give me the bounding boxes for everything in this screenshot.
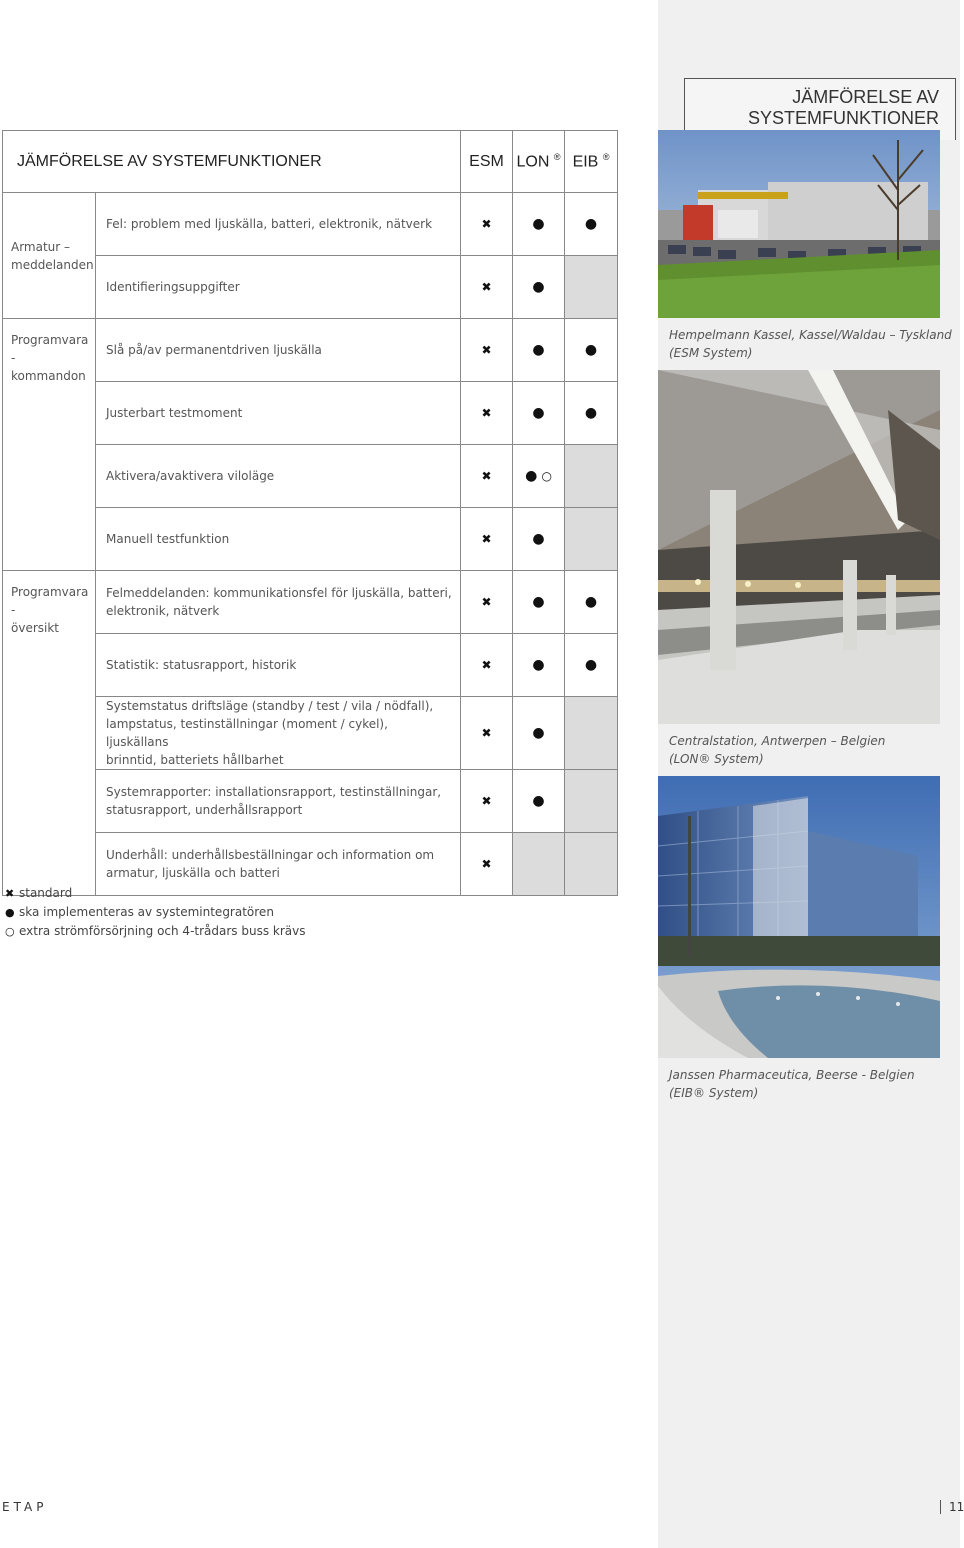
caption-line: Janssen Pharmaceutica, Beerse - Belgien (669, 1068, 915, 1082)
cell-eib (565, 256, 618, 319)
cell-eib (565, 571, 618, 634)
comparison-table (2, 130, 618, 896)
circle-icon: ○ (541, 469, 552, 483)
feature-label (96, 571, 461, 634)
category-line: Programvara - (11, 585, 89, 617)
table-row (3, 445, 618, 508)
cell-lon (513, 833, 565, 896)
feature-line: Systemrapporter: installationsrapport, testinställningar, (106, 785, 442, 799)
feature-line: Underhåll: underhållsbeställningar och information om (106, 848, 435, 862)
category-kommandon (3, 319, 96, 571)
cell-lon (513, 571, 565, 634)
dot-icon: ● (584, 594, 598, 610)
cross-icon: ✖ (481, 405, 492, 420)
cell-esm (461, 508, 513, 571)
legend-label: standard (19, 886, 73, 900)
table-header-row (3, 131, 618, 193)
category-armatur (3, 193, 96, 319)
cell-esm (461, 770, 513, 833)
feature-label: Aktivera/avaktivera viloläge (96, 445, 461, 508)
cell-lon (513, 445, 565, 508)
dot-icon: ● (532, 793, 545, 809)
dot-icon: ● (584, 405, 598, 421)
feature-label (96, 770, 461, 833)
table-row (3, 508, 618, 571)
legend-item-integrator (5, 903, 306, 922)
cross-icon: ✖ (481, 342, 492, 357)
feature-label: Identifieringsuppgifter (96, 256, 461, 319)
cross-icon: ✖ (5, 887, 15, 900)
feature-label: Slå på/av permanentdriven ljuskälla (96, 319, 461, 382)
cell-eib (565, 193, 618, 256)
caption-janssen (669, 1066, 915, 1102)
cross-icon: ✖ (481, 468, 492, 483)
cross-icon: ✖ (481, 531, 492, 546)
cell-esm (461, 833, 513, 896)
cross-icon: ✖ (481, 594, 492, 609)
col-lon-label: LON (516, 153, 550, 171)
feature-line: armatur, ljuskälla och batteri (106, 866, 280, 880)
cross-icon: ✖ (481, 793, 492, 808)
table-row (3, 634, 618, 697)
cell-esm (461, 193, 513, 256)
circle-icon: ○ (5, 925, 15, 938)
feature-label (96, 697, 461, 770)
dot-icon: ● (584, 216, 598, 232)
page-number: 11 (940, 1500, 964, 1514)
cross-icon: ✖ (481, 279, 492, 294)
col-esm (461, 131, 513, 193)
feature-line: elektronik, nätverk (106, 604, 220, 618)
cell-lon (513, 697, 565, 770)
feature-line: Systemstatus driftsläge (standby / test / vila / nödfall), (106, 699, 434, 713)
table-row (3, 382, 618, 445)
category-oversikt (3, 571, 96, 896)
cell-esm (461, 382, 513, 445)
photo-antwerp-station (658, 370, 940, 724)
legend-item-extra (5, 922, 306, 941)
category-line: kommandon (11, 369, 86, 383)
feature-label: Manuell testfunktion (96, 508, 461, 571)
feature-line: Felmeddelanden: kommunikationsfel för ljuskälla, batteri, (106, 586, 452, 600)
dot-icon: ● (532, 594, 545, 610)
col-esm-label: ESM (469, 152, 504, 170)
cell-lon (513, 508, 565, 571)
cell-esm (461, 256, 513, 319)
cell-lon (513, 770, 565, 833)
cell-lon (513, 319, 565, 382)
feature-label: Justerbart testmoment (96, 382, 461, 445)
col-eib-label: EIB (572, 153, 599, 171)
caption-hempelmann (669, 326, 952, 362)
cell-lon (513, 382, 565, 445)
legend (5, 884, 306, 941)
caption-line: Centralstation, Antwerpen – Belgien (669, 734, 886, 748)
category-line: Armatur – (11, 239, 71, 254)
cell-eib (565, 770, 618, 833)
cell-esm (461, 571, 513, 634)
dot-icon: ● (532, 725, 545, 741)
legend-label: extra strömförsörjning och 4-trådars buss krävs (19, 924, 306, 938)
cell-esm (461, 697, 513, 770)
cell-lon (513, 256, 565, 319)
dot-icon: ● (525, 468, 538, 484)
cell-eib (565, 445, 618, 508)
feature-label: Fel: problem med ljuskälla, batteri, elektronik, nätverk (96, 193, 461, 256)
table-row (3, 697, 618, 770)
cell-eib (565, 508, 618, 571)
dot-icon: ● (584, 657, 598, 673)
dot-icon: ● (532, 342, 545, 358)
table-title: JÄMFÖRELSE AV SYSTEMFUNKTIONER (3, 131, 461, 193)
cell-eib (565, 319, 618, 382)
cross-icon: ✖ (481, 216, 492, 231)
table-row (3, 193, 618, 256)
table-row (3, 571, 618, 634)
legend-label: ska implementeras av systemintegratören (19, 905, 274, 919)
caption-line: Hempelmann Kassel, Kassel/Waldau – Tyskland (669, 328, 952, 342)
table-row (3, 256, 618, 319)
cell-eib (565, 833, 618, 896)
feature-line: statusrapport, underhållsrapport (106, 803, 303, 817)
dot-icon: ● (5, 906, 15, 919)
section-header-line2: SYSTEMFUNKTIONER (747, 108, 939, 128)
legend-item-standard (5, 884, 306, 903)
cell-eib (565, 382, 618, 445)
col-eib (565, 131, 618, 193)
photo-janssen-building (658, 776, 940, 1058)
cell-lon (513, 193, 565, 256)
cell-lon (513, 634, 565, 697)
cell-esm (461, 319, 513, 382)
photo-hempelmann-building (658, 130, 940, 318)
feature-line: lampstatus, testinställningar (moment / cykel), ljuskällans (106, 717, 388, 749)
caption-line: (EIB® System) (669, 1086, 759, 1100)
cross-icon: ✖ (481, 856, 492, 871)
col-lon (513, 131, 565, 193)
table-row (3, 770, 618, 833)
section-header-line1: JÄMFÖRELSE AV (792, 87, 939, 107)
caption-line: (LON® System) (669, 752, 764, 766)
cell-eib (565, 697, 618, 770)
dot-icon: ● (584, 342, 598, 358)
caption-line: (ESM System) (669, 346, 753, 360)
cell-esm (461, 634, 513, 697)
category-line: Programvara - (11, 333, 89, 365)
footer-brand: ETAP (2, 1500, 48, 1514)
table-row (3, 319, 618, 382)
category-line: meddelanden (11, 257, 94, 272)
dot-icon: ● (532, 279, 545, 295)
section-header-title (748, 87, 939, 129)
category-line: översikt (11, 621, 59, 635)
dot-icon: ● (532, 405, 545, 421)
dot-icon: ● (532, 531, 545, 547)
registered-mark: ® (602, 151, 610, 162)
dot-icon: ● (532, 216, 545, 232)
dot-icon: ● (532, 657, 545, 673)
caption-antwerp (669, 732, 885, 768)
registered-mark: ® (553, 151, 561, 162)
feature-line: brinntid, batteriets hållbarhet (106, 753, 284, 767)
cross-icon: ✖ (481, 725, 492, 740)
cell-esm (461, 445, 513, 508)
cell-eib (565, 634, 618, 697)
cross-icon: ✖ (481, 657, 492, 672)
feature-label: Statistik: statusrapport, historik (96, 634, 461, 697)
